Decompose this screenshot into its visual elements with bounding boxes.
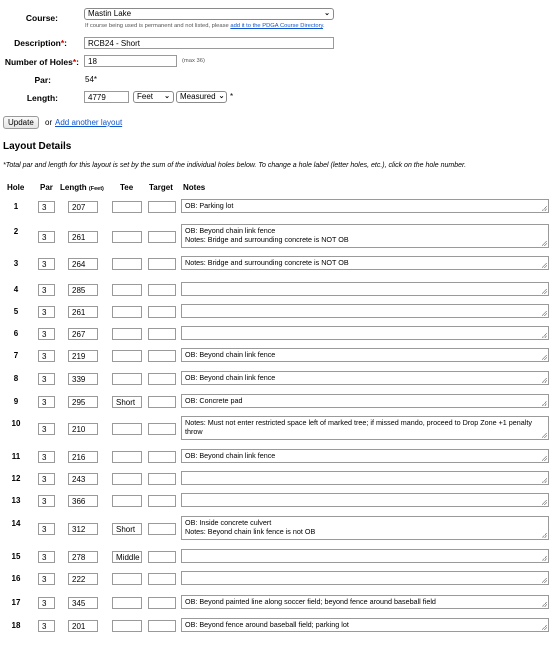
hole-length-input[interactable]: 264: [68, 258, 98, 270]
hole-notes-textarea[interactable]: [181, 471, 549, 485]
hole-notes-text: OB: Inside concrete culvert Notes: Beyond chain link fence is not OB: [185, 518, 316, 536]
hole-notes-textarea[interactable]: [181, 224, 549, 248]
hole-tee-input[interactable]: [112, 473, 142, 485]
hole-length-input[interactable]: 261: [68, 306, 98, 318]
hole-par-input[interactable]: 3: [38, 306, 55, 318]
length-type-value: Measured: [180, 92, 216, 101]
hole-par-input[interactable]: 3: [38, 495, 55, 507]
hole-number[interactable]: 10: [11, 419, 21, 428]
hole-length-input[interactable]: 207: [68, 201, 98, 213]
hole-target-input[interactable]: [148, 473, 176, 485]
hole-length-input[interactable]: 278: [68, 551, 98, 563]
hole-tee-input[interactable]: [112, 597, 142, 609]
length-unit-value: Feet: [137, 92, 154, 101]
resize-grip-icon[interactable]: [542, 355, 547, 360]
description-label-text: Description: [14, 38, 61, 48]
hole-number[interactable]: 4: [13, 285, 19, 294]
par-label: Par:: [34, 75, 51, 85]
hole-target-input[interactable]: [148, 201, 176, 213]
hole-notes-text: Notes: Bridge and surrounding concrete is NOT OB: [185, 258, 349, 267]
course-hint: [85, 23, 325, 29]
hole-target-input[interactable]: [148, 597, 176, 609]
hole-length-input[interactable]: 243: [68, 473, 98, 485]
holes-label: [0, 57, 79, 67]
resize-grip-icon[interactable]: [542, 378, 547, 383]
course-label: Course:: [25, 13, 58, 23]
hole-tee-input[interactable]: Short: [112, 523, 142, 535]
hole-target-input[interactable]: [148, 284, 176, 296]
hole-target-input[interactable]: [148, 258, 176, 270]
hole-length-input[interactable]: 339: [68, 373, 98, 385]
course-select-value: Mastin Lake: [88, 9, 132, 18]
hole-number[interactable]: 5: [13, 307, 19, 316]
hole-length-input[interactable]: 366: [68, 495, 98, 507]
course-hint-suffix: .: [323, 23, 325, 29]
hole-notes-textarea[interactable]: [181, 282, 549, 296]
course-select[interactable]: [84, 8, 334, 20]
hole-length-input[interactable]: 219: [68, 350, 98, 362]
required-mark: *: [72, 57, 77, 67]
hole-notes-textarea[interactable]: [181, 371, 549, 385]
required-mark: *: [60, 38, 65, 48]
hole-notes-textarea[interactable]: [181, 348, 549, 362]
hole-target-input[interactable]: [148, 495, 176, 507]
hole-notes-text: Notes: Must not enter restricted space left of marked tree; if missed mando, proceed to Drop Zone +1 penalty throw: [185, 418, 532, 436]
col-par-header: Par: [40, 183, 53, 192]
or-text: or: [45, 118, 53, 127]
hole-par-input[interactable]: 3: [38, 284, 55, 296]
hole-target-input[interactable]: [148, 306, 176, 318]
hole-tee-input[interactable]: [112, 328, 142, 340]
col-target-header: Target: [149, 183, 173, 192]
hole-par-input[interactable]: 3: [38, 523, 55, 535]
length-unit-select[interactable]: [133, 91, 174, 103]
hole-notes-text: OB: Beyond fence around baseball field; parking lot: [185, 620, 349, 629]
hole-number[interactable]: 18: [11, 621, 21, 630]
hole-notes-textarea[interactable]: [181, 595, 549, 609]
hole-par-input[interactable]: 3: [38, 451, 55, 463]
holes-input[interactable]: 18: [84, 55, 177, 67]
hole-length-input[interactable]: 222: [68, 573, 98, 585]
hole-notes-text: OB: Beyond chain link fence Notes: Bridge and surrounding concrete is NOT OB: [185, 226, 349, 244]
hole-length-input[interactable]: 345: [68, 597, 98, 609]
update-button[interactable]: Update: [3, 116, 39, 129]
resize-grip-icon[interactable]: [542, 289, 547, 294]
hole-par-input[interactable]: 3: [38, 597, 55, 609]
col-hole-header: Hole: [7, 183, 25, 192]
hole-number[interactable]: 7: [13, 351, 19, 360]
resize-grip-icon[interactable]: [542, 241, 547, 246]
resize-grip-icon[interactable]: [542, 311, 547, 316]
hole-target-input[interactable]: [148, 328, 176, 340]
hole-number[interactable]: 11: [11, 452, 21, 461]
hole-length-input[interactable]: 210: [68, 423, 98, 435]
hole-par-input[interactable]: 3: [38, 473, 55, 485]
hole-target-input[interactable]: [148, 451, 176, 463]
hole-number[interactable]: 12: [11, 474, 21, 483]
resize-grip-icon[interactable]: [542, 456, 547, 461]
layout-details-heading: Layout Details: [3, 141, 72, 152]
hole-tee-input[interactable]: [112, 423, 142, 435]
hole-tee-input[interactable]: [112, 306, 142, 318]
hole-notes-textarea[interactable]: [181, 493, 549, 507]
hole-par-input[interactable]: 3: [38, 258, 55, 270]
hole-number[interactable]: 9: [13, 397, 19, 406]
resize-grip-icon[interactable]: [542, 625, 547, 630]
hole-tee-input[interactable]: [112, 201, 142, 213]
hole-length-input[interactable]: 285: [68, 284, 98, 296]
hole-number[interactable]: 3: [13, 259, 19, 268]
hole-target-input[interactable]: [148, 231, 176, 243]
hole-number[interactable]: 8: [13, 374, 19, 383]
hole-target-input[interactable]: [148, 350, 176, 362]
col-tee-header: Tee: [120, 183, 134, 192]
hole-number[interactable]: 13: [11, 496, 21, 505]
chevron-down-icon: ⌄: [164, 93, 170, 100]
hole-tee-input[interactable]: [112, 258, 142, 270]
col-notes-header: Notes: [183, 183, 206, 192]
resize-grip-icon[interactable]: [542, 533, 547, 538]
hole-tee-input[interactable]: [112, 620, 142, 632]
hole-notes-text: OB: Beyond painted line along soccer field; beyond fence around baseball field: [185, 597, 436, 606]
length-label: Length:: [26, 93, 58, 103]
hole-target-input[interactable]: [148, 373, 176, 385]
hole-tee-input[interactable]: Short: [112, 396, 142, 408]
hole-notes-textarea[interactable]: [181, 256, 549, 270]
hole-notes-text: OB: Beyond chain link fence: [185, 373, 276, 382]
hole-notes-textarea[interactable]: [181, 549, 549, 563]
hole-target-input[interactable]: [148, 523, 176, 535]
length-type-select[interactable]: [176, 91, 227, 103]
hole-tee-input[interactable]: [112, 231, 142, 243]
description-label-colon: :: [64, 38, 67, 48]
add-another-layout-link[interactable]: Add another layout: [55, 118, 123, 127]
course-hint-text: If course being used is permanent and not listed, please: [85, 23, 231, 29]
hole-notes-textarea[interactable]: [181, 449, 549, 463]
resize-grip-icon[interactable]: [542, 333, 547, 338]
hole-notes-textarea[interactable]: [181, 416, 549, 440]
holes-label-text: Number of Holes: [4, 57, 73, 67]
hole-number[interactable]: 1: [13, 202, 19, 211]
hole-length-input[interactable]: 216: [68, 451, 98, 463]
hole-length-input[interactable]: 295: [68, 396, 98, 408]
hole-tee-input[interactable]: [112, 573, 142, 585]
hole-number[interactable]: 2: [13, 227, 19, 236]
hole-notes-textarea[interactable]: [181, 394, 549, 408]
hole-tee-input[interactable]: [112, 350, 142, 362]
resize-grip-icon[interactable]: [542, 401, 547, 406]
description-label: [0, 38, 67, 48]
resize-grip-icon[interactable]: [542, 263, 547, 268]
hole-notes-textarea[interactable]: [181, 516, 549, 540]
resize-grip-icon[interactable]: [542, 556, 547, 561]
hole-notes-text: OB: Beyond chain link fence: [185, 350, 276, 359]
hole-notes-textarea[interactable]: [181, 326, 549, 340]
hole-notes-text: OB: Parking lot: [185, 201, 234, 210]
hole-notes-text: OB: Beyond chain link fence: [185, 451, 276, 460]
hole-number[interactable]: 17: [11, 598, 21, 607]
col-length-header: [60, 183, 104, 192]
holes-hint: (max 36): [182, 58, 205, 64]
hole-number[interactable]: 16: [11, 574, 21, 583]
hole-number[interactable]: 15: [11, 552, 21, 561]
hole-notes-text: OB: Concrete pad: [185, 396, 243, 405]
length-input[interactable]: 4779: [84, 91, 129, 103]
hole-par-input[interactable]: 3: [38, 620, 55, 632]
resize-grip-icon[interactable]: [542, 578, 547, 583]
description-input[interactable]: RCB24 - Short: [84, 37, 334, 49]
hole-target-input[interactable]: [148, 551, 176, 563]
hole-number[interactable]: 6: [13, 329, 19, 338]
hole-number[interactable]: 14: [11, 519, 21, 528]
hole-target-input[interactable]: [148, 573, 176, 585]
resize-grip-icon[interactable]: [542, 433, 547, 438]
resize-grip-icon[interactable]: [542, 206, 547, 211]
hole-notes-textarea[interactable]: [181, 304, 549, 318]
par-value: 54*: [85, 75, 98, 84]
hole-target-input[interactable]: [148, 423, 176, 435]
hole-target-input[interactable]: [148, 396, 176, 408]
col-length-unit: (Feet): [88, 186, 104, 192]
hole-tee-input[interactable]: [112, 451, 142, 463]
holes-label-colon: :: [76, 57, 79, 67]
hole-par-input[interactable]: 3: [38, 231, 55, 243]
resize-grip-icon[interactable]: [542, 500, 547, 505]
layout-note: *Total par and length for this layout is set by the sum of the individual holes below. To change a hole label (letter holes, etc.), click on the hole number.: [3, 162, 467, 169]
hole-length-input[interactable]: 261: [68, 231, 98, 243]
chevron-down-icon: ⌄: [218, 93, 225, 100]
hole-tee-input[interactable]: [112, 284, 142, 296]
hole-par-input[interactable]: 3: [38, 373, 55, 385]
hole-length-input[interactable]: 267: [68, 328, 98, 340]
hole-par-input[interactable]: 3: [38, 551, 55, 563]
hole-length-input[interactable]: 312: [68, 523, 98, 535]
length-star: *: [230, 92, 234, 101]
hole-tee-input[interactable]: [112, 373, 142, 385]
col-length-label: Length: [60, 183, 87, 192]
hole-par-input[interactable]: 3: [38, 328, 55, 340]
resize-grip-icon[interactable]: [542, 478, 547, 483]
hole-length-input[interactable]: 201: [68, 620, 98, 632]
add-course-directory-link[interactable]: add it to the PDGA Course Directory: [230, 23, 324, 29]
hole-notes-textarea[interactable]: [181, 618, 549, 632]
hole-target-input[interactable]: [148, 620, 176, 632]
hole-par-input[interactable]: 3: [38, 573, 55, 585]
hole-tee-input[interactable]: [112, 495, 142, 507]
hole-tee-input[interactable]: Middle: [112, 551, 142, 563]
hole-par-input[interactable]: 3: [38, 201, 55, 213]
hole-par-input[interactable]: 3: [38, 423, 55, 435]
hole-par-input[interactable]: 3: [38, 396, 55, 408]
hole-notes-textarea[interactable]: [181, 571, 549, 585]
hole-notes-textarea[interactable]: [181, 199, 549, 213]
chevron-down-icon: ⌄: [324, 10, 330, 17]
hole-par-input[interactable]: 3: [38, 350, 55, 362]
resize-grip-icon[interactable]: [542, 602, 547, 607]
